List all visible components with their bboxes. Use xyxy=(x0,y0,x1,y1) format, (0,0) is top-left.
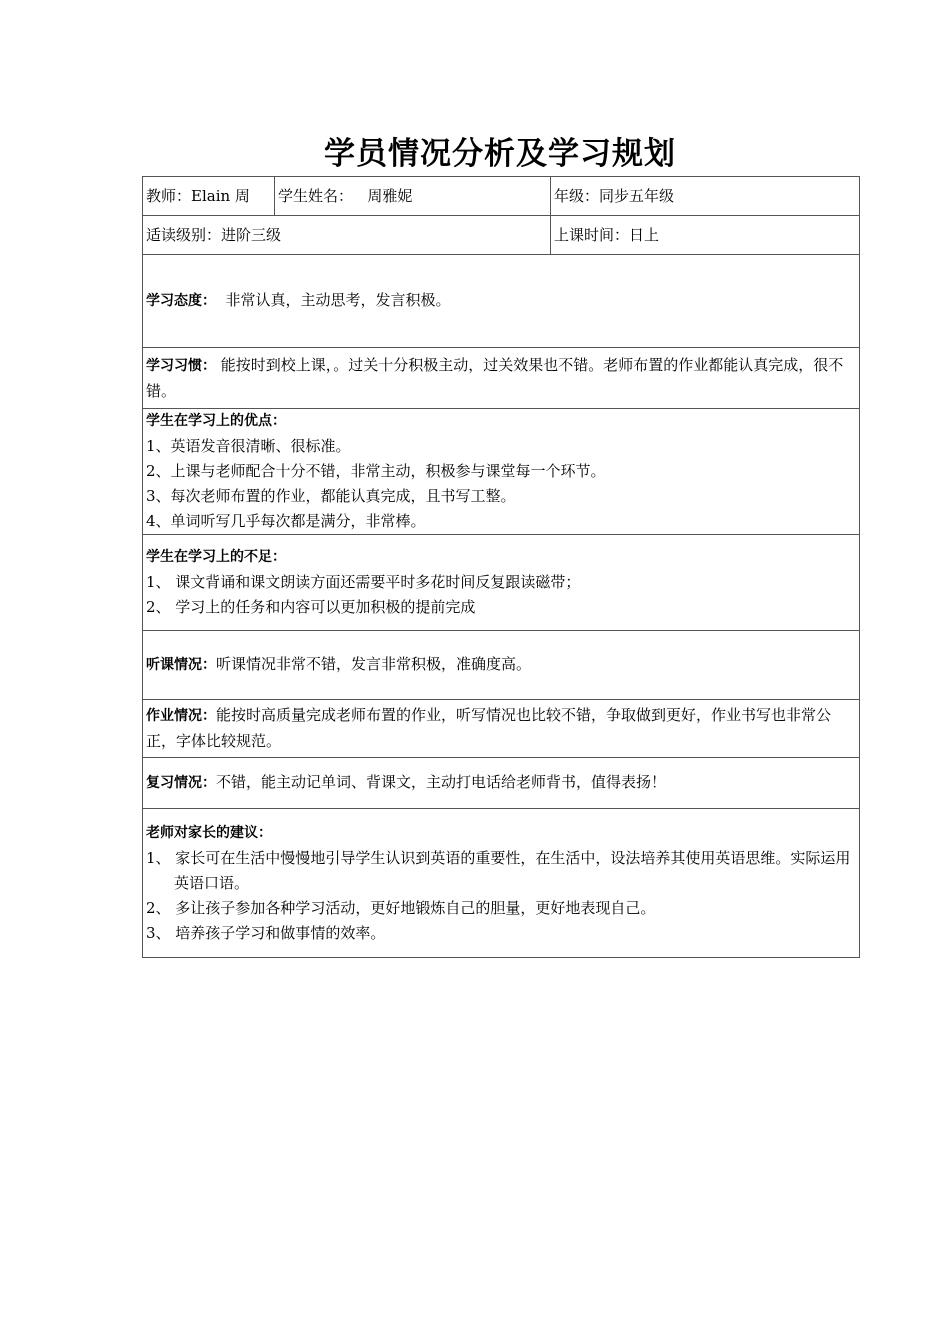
info-row-2 xyxy=(143,216,860,255)
page-title: 学员情况分析及学习规划 xyxy=(324,136,676,172)
homework-cell xyxy=(143,700,860,758)
advice-item: 1、 家长可在生活中慢慢地引导学生认识到英语的重要性，在生活中，设法培养其使用英语思维。实际运用英语口语。 xyxy=(146,848,851,892)
habits-row xyxy=(143,348,860,409)
advice-item: 2、 多让孩子参加各种学习活动，更好地锻炼自己的胆量，更好地表现自己。 xyxy=(146,898,656,917)
advice-label: 老师对家长的建议： xyxy=(146,824,272,841)
homework-row xyxy=(143,700,860,758)
grade-cell: 年级：同步五年级 xyxy=(551,177,860,216)
review-cell xyxy=(143,758,860,809)
class-time-cell: 上课时间：日上 xyxy=(551,216,860,255)
student-name-value: 周雅妮 xyxy=(367,186,413,205)
review-text: 不错，能主动记单词、背课文，主动打电话给老师背书，值得表扬！ xyxy=(216,773,667,791)
strength-item: 1、英语发音很清晰、很标准。 xyxy=(146,437,351,455)
review-label: 复习情况： xyxy=(146,775,216,791)
strength-item: 4、单词听写几乎每次都是满分，非常棒。 xyxy=(146,512,426,530)
habits-label: 学习习惯： xyxy=(146,357,216,374)
advice-item: 3、 培养孩子学习和做事情的效率。 xyxy=(146,923,386,942)
attitude-row xyxy=(143,255,860,348)
strength-item: 2、上课与老师配合十分不错，非常主动，积极参与课堂每一个环节。 xyxy=(146,462,606,480)
attitude-cell xyxy=(143,255,860,348)
weaknesses-label: 学生在学习上的不足： xyxy=(146,549,286,565)
review-row xyxy=(143,758,860,809)
weakness-item: 1、 课文背诵和课文朗读方面还需要平时多花时间反复跟读磁带； xyxy=(146,573,581,591)
weaknesses-cell xyxy=(143,535,860,631)
reading-level-cell: 适读级别：进阶三级 xyxy=(143,216,551,255)
habits-cell xyxy=(143,348,860,409)
strength-item: 3、每次老师布置的作业，都能认真完成，且书写工整。 xyxy=(146,487,516,505)
homework-label: 作业情况： xyxy=(146,708,216,724)
homework-text: 能按时高质量完成老师布置的作业，听写情况也比较不错，争取做到更好，作业书写也非常公正，字体比较规范。 xyxy=(146,706,832,750)
habits-text: 能按时到校上课，。过关十分积极主动，过关效果也不错。老师布置的作业都能认真完成，很不错。 xyxy=(146,355,844,400)
student-name-cell xyxy=(275,177,551,216)
student-analysis-table xyxy=(142,176,860,958)
listening-text: 听课情况非常不错，发言非常积极，准确度高。 xyxy=(216,655,532,673)
advice-cell xyxy=(143,809,860,958)
listening-cell xyxy=(143,631,860,700)
weaknesses-row xyxy=(143,535,860,631)
advice-row xyxy=(143,809,860,958)
listening-row xyxy=(143,631,860,700)
strengths-row xyxy=(143,409,860,535)
strengths-cell xyxy=(143,409,860,535)
weakness-item: 2、 学习上的任务和内容可以更加积极的提前完成 xyxy=(146,598,476,616)
attitude-text: 非常认真，主动思考，发言积极。 xyxy=(225,291,451,309)
info-row-1 xyxy=(143,177,860,216)
attitude-label: 学习态度： xyxy=(146,293,216,309)
strengths-label: 学生在学习上的优点： xyxy=(146,413,286,429)
student-name-label: 学生姓名： xyxy=(278,186,354,205)
listening-label: 听课情况： xyxy=(146,657,216,673)
teacher-cell: 教师：Elain 周 xyxy=(143,177,275,216)
